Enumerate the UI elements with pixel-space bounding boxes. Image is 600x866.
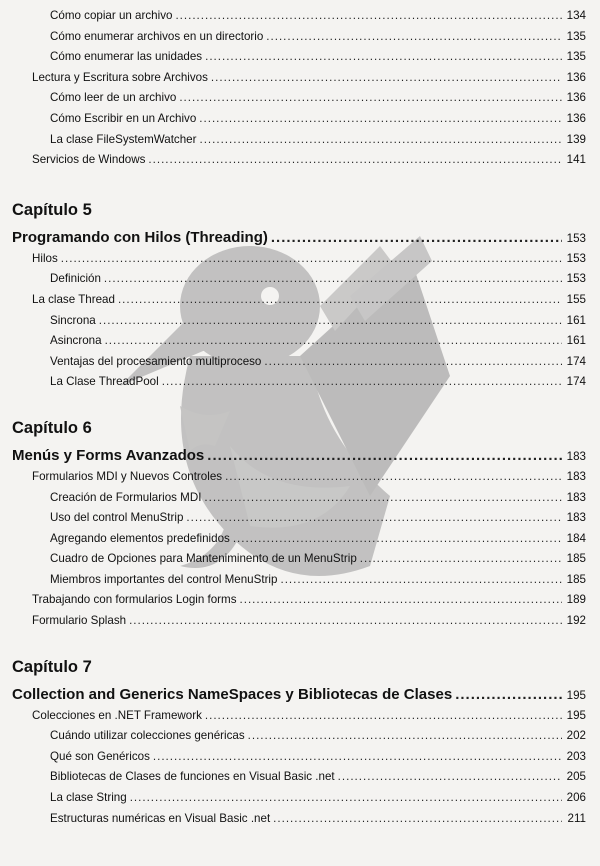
toc-entry-page: 141 xyxy=(566,153,586,167)
leader-dots xyxy=(205,706,562,727)
toc-entry-page: 211 xyxy=(567,811,586,825)
toc-entry[interactable] xyxy=(12,109,586,130)
chapter-title-entry[interactable] xyxy=(12,445,586,467)
toc-entry-page: 185 xyxy=(566,572,586,586)
toc-continuation xyxy=(12,6,586,171)
toc-entry[interactable] xyxy=(12,747,586,768)
toc-entry-page: 134 xyxy=(566,9,586,22)
toc-entry-page: 203 xyxy=(566,749,586,763)
toc-entry-page: 195 xyxy=(566,688,586,702)
chapter-title: Programando con Hilos (Threading) xyxy=(12,228,268,246)
toc-entry[interactable] xyxy=(12,706,586,727)
toc-entry[interactable] xyxy=(12,311,586,332)
toc-entry[interactable] xyxy=(12,570,586,591)
toc-entry-page: 161 xyxy=(566,313,586,327)
toc-entry-title: Cuadro de Opciones para Manteniminento de un MenuStrip xyxy=(50,552,357,566)
toc-entry-title: La Clase ThreadPool xyxy=(50,375,159,389)
leader-dots xyxy=(99,311,562,332)
toc-entry-page: 184 xyxy=(566,531,586,545)
toc-entry-page: 189 xyxy=(566,593,586,607)
toc-entry-page: 174 xyxy=(566,354,586,368)
toc-entry-title: Cómo enumerar archivos en un directorio xyxy=(50,29,264,43)
chapter-title-entry[interactable] xyxy=(12,684,586,706)
toc-entry-page: 183 xyxy=(566,449,586,463)
toc-entry[interactable] xyxy=(12,529,586,550)
leader-dots xyxy=(130,788,562,809)
leader-dots xyxy=(266,27,562,48)
chapter-heading: Capítulo 7 xyxy=(12,657,92,676)
toc-entry-title: Ventajas del procesamiento multiproceso xyxy=(50,354,262,368)
leader-dots xyxy=(104,269,562,290)
toc-entry-page: 195 xyxy=(566,708,586,722)
toc-entry[interactable] xyxy=(12,467,586,488)
toc-entry-title: Servicios de Windows xyxy=(32,153,146,167)
leader-dots xyxy=(179,88,562,109)
toc-entry-title: Uso del control MenuStrip xyxy=(50,511,184,525)
leader-dots xyxy=(175,6,562,27)
toc-entry[interactable] xyxy=(12,88,586,109)
toc-entry-title: La clase Thread xyxy=(32,292,115,306)
leader-dots xyxy=(162,372,562,393)
toc-entry-page: 153 xyxy=(566,251,586,265)
toc-entry[interactable] xyxy=(12,47,586,68)
toc-entry-title: Agregando elementos predefinidos xyxy=(50,531,230,545)
leader-dots xyxy=(455,684,562,706)
leader-dots xyxy=(199,109,562,130)
toc-entry-page: 206 xyxy=(566,791,586,805)
toc-entry[interactable] xyxy=(12,788,586,809)
chapter-title-entry[interactable] xyxy=(12,227,586,249)
leader-dots xyxy=(338,767,562,788)
toc-entry[interactable] xyxy=(12,352,586,373)
toc-entry-page: 174 xyxy=(566,375,586,389)
leader-dots xyxy=(153,747,562,768)
chapter-title: Collection and Generics NameSpaces y Bibliotecas de Clases xyxy=(12,685,453,703)
leader-dots xyxy=(225,467,562,488)
toc-entry-page: 202 xyxy=(566,729,586,743)
chapter-title: Menús y Forms Avanzados xyxy=(12,446,205,464)
toc-entry-title: La clase String xyxy=(50,791,127,805)
toc-entry[interactable] xyxy=(12,488,586,509)
toc-entry-title: Miembros importantes del control MenuStrip xyxy=(50,572,278,586)
toc-entry-title: Cómo copiar un archivo xyxy=(50,9,173,22)
toc-entry-page: 135 xyxy=(566,29,586,43)
leader-dots xyxy=(360,549,562,570)
toc-entry[interactable] xyxy=(12,6,586,27)
toc-entry[interactable] xyxy=(12,27,586,48)
toc-entry-title: Asincrona xyxy=(50,334,102,348)
toc-entry-title: Creación de Formularios MDI xyxy=(50,490,202,504)
toc-entry-title: Cómo leer de un archivo xyxy=(50,91,177,105)
toc-entry[interactable] xyxy=(12,150,586,171)
toc-entry[interactable] xyxy=(12,549,586,570)
toc-entry-title: Estructuras numéricas en Visual Basic .net xyxy=(50,811,271,825)
toc-entry[interactable] xyxy=(12,809,586,830)
toc-entry-title: Qué son Genéricos xyxy=(50,749,150,763)
chapter-heading: Capítulo 6 xyxy=(12,418,92,437)
toc-entry-page: 205 xyxy=(566,770,586,784)
toc-entry-title: Cuándo utilizar colecciones genéricas xyxy=(50,729,245,743)
toc-entry-page: 161 xyxy=(566,334,586,348)
leader-dots xyxy=(205,47,562,68)
toc-entry[interactable] xyxy=(12,249,586,270)
leader-dots xyxy=(240,590,563,611)
leader-dots xyxy=(248,726,562,747)
toc-entry-title: Trabajando con formularios Login forms xyxy=(32,593,237,607)
table-of-contents xyxy=(0,6,600,829)
toc-entry[interactable] xyxy=(12,508,586,529)
toc-entry[interactable] xyxy=(12,611,586,632)
toc-entry[interactable] xyxy=(12,372,586,393)
chapter-heading: Capítulo 5 xyxy=(12,200,92,219)
toc-entry-page: 135 xyxy=(566,50,586,64)
toc-entry-page: 136 xyxy=(566,111,586,125)
leader-dots xyxy=(118,290,562,311)
toc-entry[interactable] xyxy=(12,767,586,788)
toc-entry[interactable] xyxy=(12,269,586,290)
leader-dots xyxy=(264,352,562,373)
toc-entry[interactable] xyxy=(12,68,586,89)
toc-entry-title: Formularios MDI y Nuevos Controles xyxy=(32,469,223,483)
leader-dots xyxy=(204,488,562,509)
leader-dots xyxy=(271,227,562,249)
toc-entry-page: 192 xyxy=(566,614,586,628)
toc-entry-page: 183 xyxy=(566,511,586,525)
leader-dots xyxy=(280,570,562,591)
toc-entry-page: 136 xyxy=(566,70,586,84)
leader-dots xyxy=(211,68,562,89)
toc-entry-page: 183 xyxy=(566,469,586,483)
toc-entry-title: Hilos xyxy=(32,251,58,265)
leader-dots xyxy=(129,611,562,632)
toc-entry-title: Cómo enumerar las unidades xyxy=(50,50,203,64)
leader-dots xyxy=(61,249,562,270)
leader-dots xyxy=(199,130,562,151)
toc-entry[interactable] xyxy=(12,290,586,311)
toc-entry-title: Colecciones en .NET Framework xyxy=(32,708,202,722)
toc-entry-page: 183 xyxy=(566,490,586,504)
toc-entry[interactable] xyxy=(12,590,586,611)
toc-entry-title: La clase FileSystemWatcher xyxy=(50,132,197,146)
leader-dots xyxy=(233,529,562,550)
leader-dots xyxy=(148,150,562,171)
toc-entry-page: 153 xyxy=(566,272,586,286)
toc-entry-page: 139 xyxy=(566,132,586,146)
toc-entry-page: 153 xyxy=(566,231,586,245)
leader-dots xyxy=(186,508,562,529)
toc-entry-page: 155 xyxy=(566,292,586,306)
leader-dots xyxy=(207,445,562,467)
toc-entry[interactable] xyxy=(12,130,586,151)
toc-entry-title: Sincrona xyxy=(50,313,96,327)
toc-entry-page: 136 xyxy=(566,91,586,105)
toc-entry[interactable] xyxy=(12,726,586,747)
leader-dots xyxy=(105,331,562,352)
toc-entry-title: Cómo Escribir en un Archivo xyxy=(50,111,197,125)
toc-entry-title: Formulario Splash xyxy=(32,614,127,628)
toc-entry-page: 185 xyxy=(566,552,586,566)
toc-entry-title: Bibliotecas de Clases de funciones en Visual Basic .net xyxy=(50,770,335,784)
toc-entry-title: Lectura y Escritura sobre Archivos xyxy=(32,70,208,84)
toc-entry-title: Definición xyxy=(50,272,101,286)
leader-dots xyxy=(273,809,562,830)
toc-entry[interactable] xyxy=(12,331,586,352)
